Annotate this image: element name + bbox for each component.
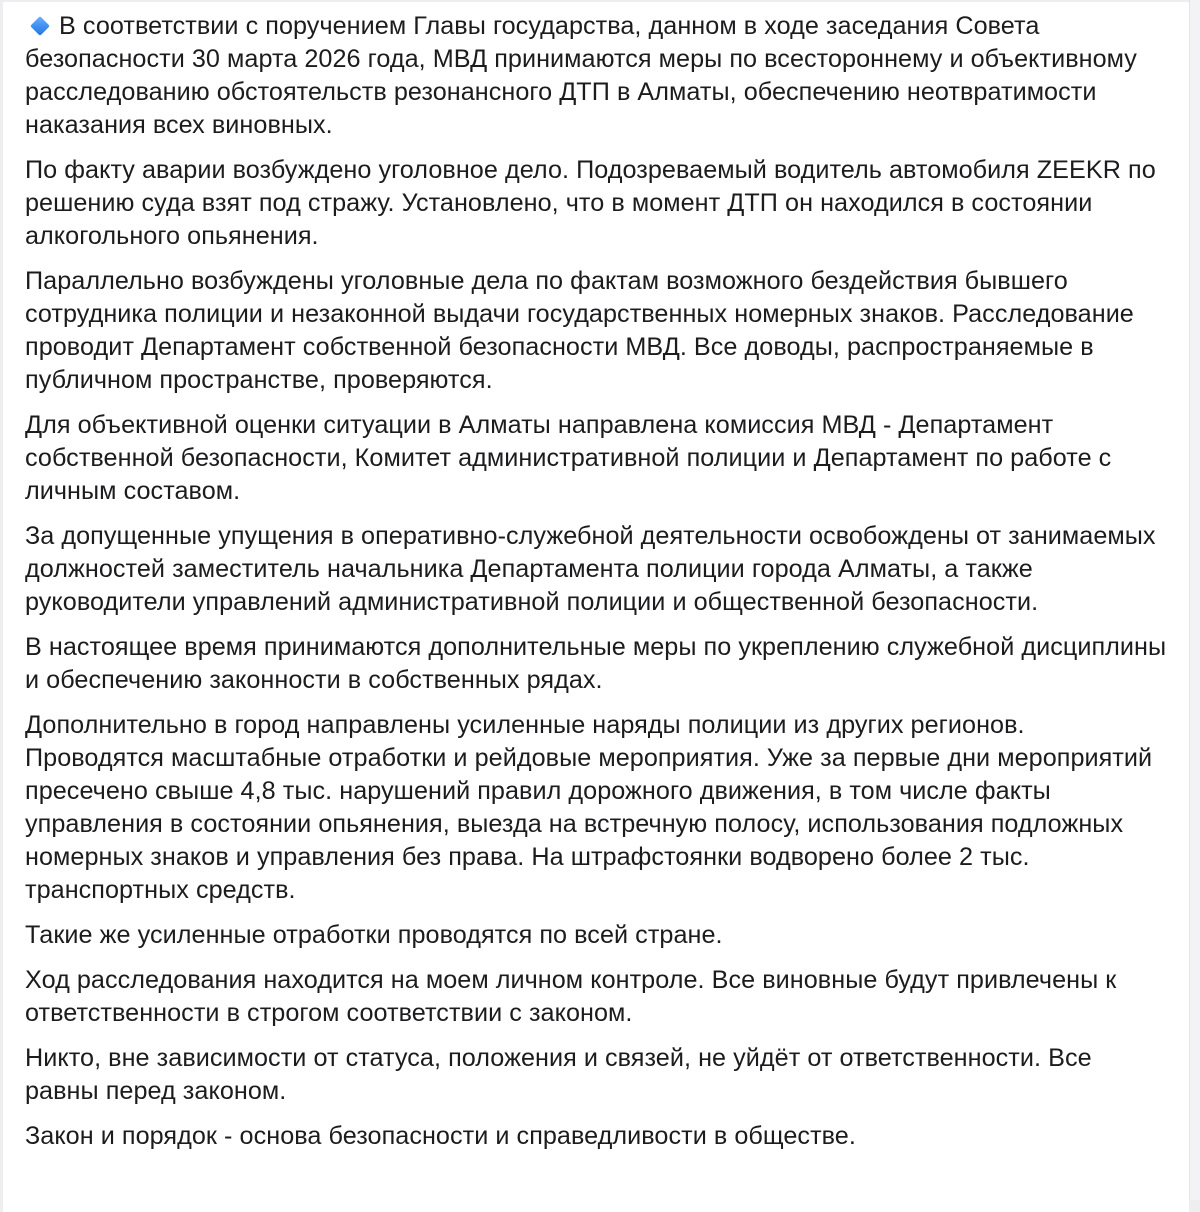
paragraph-10: Никто, вне зависимости от статуса, положения и связей, не уйдёт от ответственности. Все равны перед законом.: [25, 1044, 1092, 1105]
paragraph-5: За допущенные упущения в оперативно-служебной деятельности освобождены от занимаемых должностей заместитель начальника Департамента полиции города Алматы, а также руководители управлений административной полиции и общественной безопасности.: [25, 522, 1156, 616]
paragraph-9: Ход расследования находится на моем личном контроле. Все виновные будут привлечены к ответственности в строгом соответствии с законом.: [25, 966, 1117, 1027]
paragraph-7: Дополнительно в город направлены усиленные наряды полиции из других регионов. Проводятся масштабные отработки и рейдовые мероприятия. Уже за первые дни мероприятий пресечено свыше 4,8 тыс. нарушений правил дорожного движения, в том числе факты управления в состоянии опьянения, выезда на встречную полосу, использования подложных номерных знаков и управления без права. На штрафстоянки водворено более 2 тыс. транспортных средств.: [25, 711, 1153, 904]
window-edge: [1189, 0, 1200, 1200]
paragraph-3: Параллельно возбуждены уголовные дела по фактам возможного бездействия бывшего сотрудника полиции и незаконной выдачи государственных номерных знаков. Расследование проводит Департамент собственной безопасности МВД. Все доводы, распространяемые в публичном пространстве, проверяются.: [25, 267, 1134, 394]
blue-diamond-icon: [30, 16, 50, 36]
paragraph-4: Для объективной оценки ситуации в Алматы направлена комиссия МВД - Департамент собственной безопасности, Комитет административной полиции и Департамент по работе с личным составом.: [25, 411, 1112, 505]
paragraph-11: Закон и порядок - основа безопасности и справедливости в обществе.: [25, 1122, 856, 1150]
paragraph-2: По факту аварии возбуждено уголовное дело. Подозреваемый водитель автомобиля ZEEKR по решению суда взят под стражу. Установлено, что в момент ДТП он находился в состоянии алкогольного опьянения.: [25, 156, 1156, 250]
paragraph-1: [25, 10, 1169, 142]
message-bubble: [3, 2, 1189, 1212]
paragraph-1-text: В соответствии с поручением Главы государства, данном в ходе заседания Совета безопасности 30 марта 2026 года, МВД принимаются меры по всестороннему и объективному расследованию обстоятельств резонансного ДТП в Алматы, обеспечению неотвратимости наказания всех виновных.: [25, 12, 1137, 139]
paragraph-6: В настоящее время принимаются дополнительные меры по укреплению служебной дисциплины и обеспечению законности в собственных рядах.: [25, 633, 1167, 694]
paragraph-8: Такие же усиленные отработки проводятся по всей стране.: [25, 921, 723, 949]
